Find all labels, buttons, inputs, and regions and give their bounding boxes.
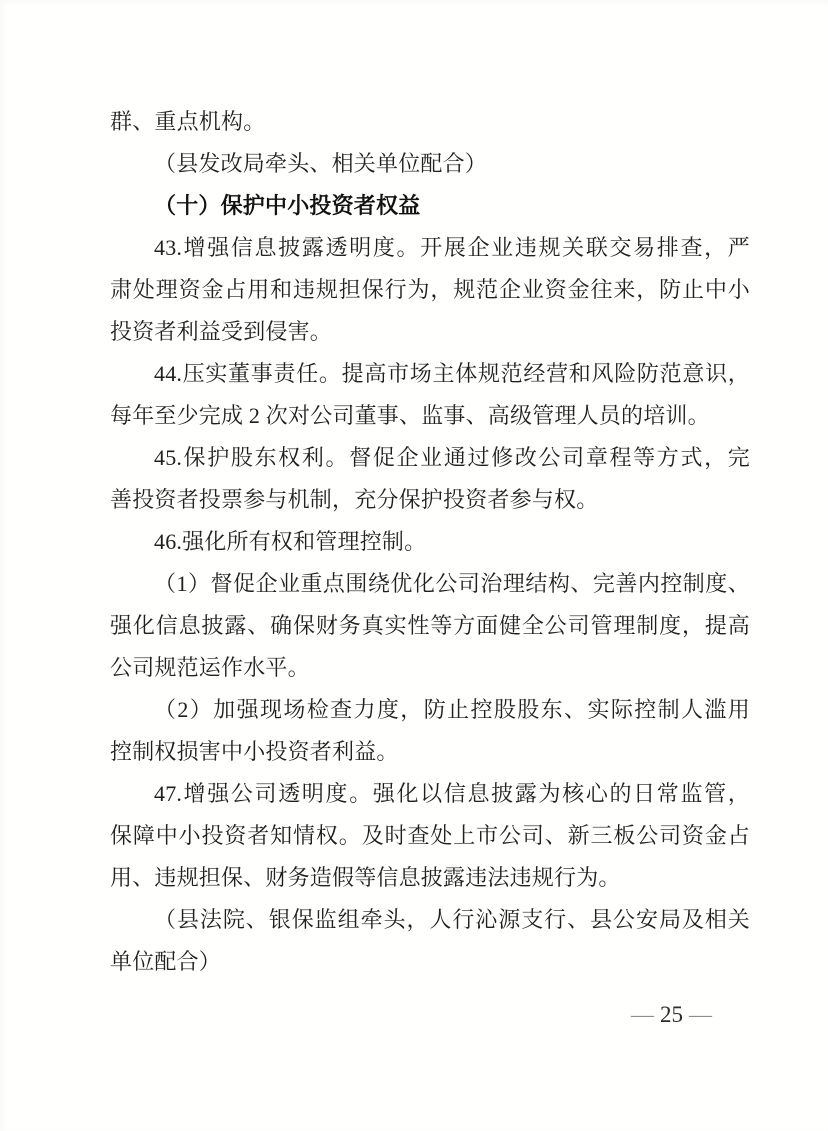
text-line: 保障中小投资者知情权。及时查处上市公司、新三板公司资金占 bbox=[110, 823, 750, 848]
text-line: 47.增强公司透明度。强化以信息披露为核心的日常监管， bbox=[154, 781, 750, 806]
text-line: 单位配合） bbox=[110, 949, 222, 974]
text-line: 强化信息披露、确保财务真实性等方面健全公司管理制度，提高 bbox=[110, 613, 750, 638]
text-line: 46.强化所有权和管理控制。 bbox=[154, 529, 427, 554]
text-line: （2）加强现场检查力度，防止控股股东、实际控制人滥用 bbox=[154, 697, 750, 722]
section-heading: （十）保护中小投资者权益 bbox=[154, 193, 421, 218]
text-line: 每年至少完成 2 次对公司董事、监事、高级管理人员的培训。 bbox=[110, 403, 710, 428]
text-line: 公司规范运作水平。 bbox=[110, 655, 310, 680]
footer-dash-right: — bbox=[689, 1002, 712, 1027]
text-line: 肃处理资金占用和违规担保行为，规范企业资金往来，防止中小 bbox=[110, 277, 750, 302]
text-line: （1）督促企业重点围绕优化公司治理结构、完善内控制度、 bbox=[154, 571, 750, 596]
text-line: 善投资者投票参与机制，充分保护投资者参与权。 bbox=[110, 487, 599, 512]
text-line: （县法院、银保监组牵头，人行沁源支行、县公安局及相关 bbox=[154, 907, 750, 932]
text-line: 群、重点机构。 bbox=[110, 109, 266, 134]
text-line: 控制权损害中小投资者利益。 bbox=[110, 739, 399, 764]
text-line: 44.压实董事责任。提高市场主体规范经营和风险防范意识， bbox=[154, 361, 750, 386]
footer-dash-left: — bbox=[631, 1002, 654, 1027]
page-footer bbox=[0, 999, 712, 1031]
page-number: 25 bbox=[660, 1002, 683, 1027]
text-line: 用、违规担保、财务造假等信息披露违法违规行为。 bbox=[110, 865, 621, 890]
text-line: （县发改局牵头、相关单位配合） bbox=[154, 151, 488, 176]
text-line: 45.保护股东权利。督促企业通过修改公司章程等方式，完 bbox=[154, 445, 750, 470]
document-body bbox=[110, 101, 750, 983]
text-line: 43.增强信息披露透明度。开展企业违规关联交易排查，严 bbox=[154, 235, 750, 260]
text-line: 投资者利益受到侵害。 bbox=[110, 319, 333, 344]
